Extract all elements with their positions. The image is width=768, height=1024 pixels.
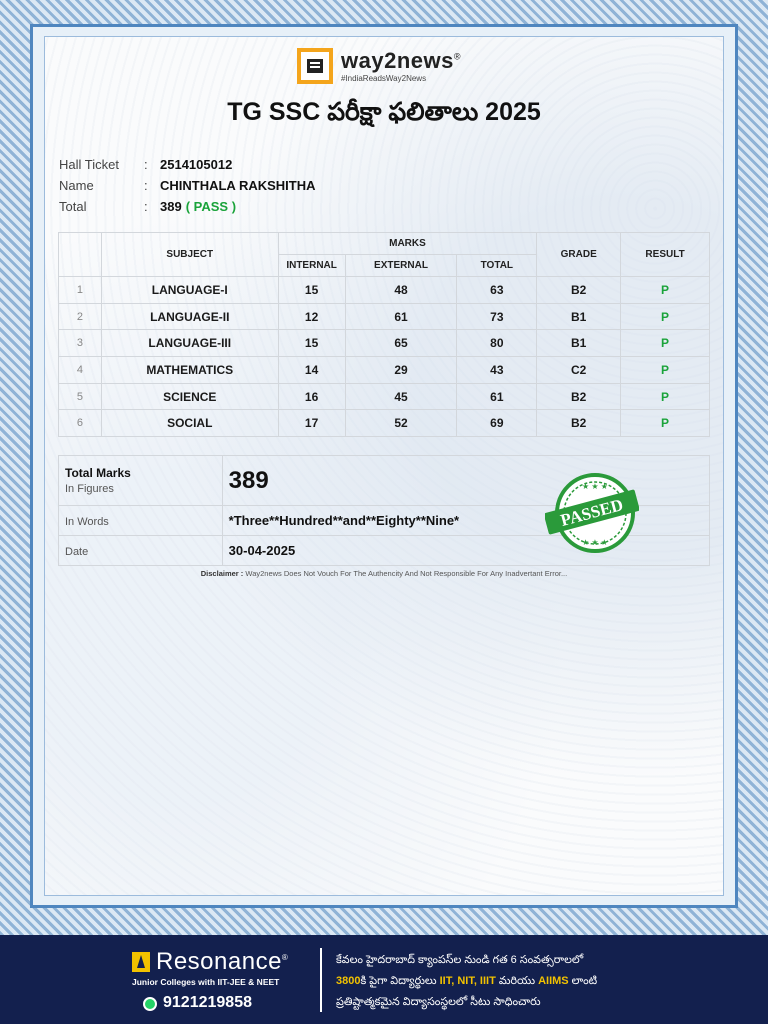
date-label: Date: [65, 545, 89, 558]
disclaimer: [0, 569, 768, 578]
name-row: Name : CHINTHALA RAKSHITHA: [59, 178, 316, 193]
table-row: 6 SOCIAL 17 52 69 B2 P: [59, 410, 710, 437]
name-label: Name: [59, 178, 94, 193]
total-value: 389: [160, 199, 182, 214]
total-in-figures: 389: [228, 466, 269, 494]
result-date: 30-04-2025: [228, 542, 296, 558]
footer-divider: [320, 948, 322, 1012]
total-marks-label: Total Marks: [65, 466, 131, 480]
total-in-words: *Three**Hundred**and**Eighty**Nine*: [228, 512, 460, 528]
subject-header: SUBJECT: [101, 233, 278, 277]
resonance-subtitle: Junior Colleges with IIT-JEE & NEET: [132, 977, 280, 987]
total-label: Total: [59, 199, 87, 214]
subject-cell: SCIENCE: [101, 383, 278, 410]
way2news-logo-icon: [297, 48, 333, 84]
svg-text:★ ★ ★: ★ ★ ★: [582, 482, 608, 491]
page-title: TG SSC పరీక్షా ఫలితాలు 2025: [227, 98, 541, 126]
hall-ticket-label: Hall Ticket: [59, 157, 119, 172]
total-row: Total : 389 ( PASS ): [59, 199, 237, 214]
brand-tagline: #IndiaReadsWay2News: [341, 73, 427, 83]
external-header: EXTERNAL: [345, 255, 457, 277]
resonance-logo: Resonance®: [132, 948, 288, 976]
subject-cell: LANGUAGE-II: [101, 303, 278, 330]
hall-ticket-row: Hall Ticket : 2514105012: [59, 157, 233, 172]
in-words-label: In Words: [65, 515, 109, 528]
svg-text:★ ★ ★: ★ ★ ★: [582, 538, 608, 547]
result-header: RESULT: [621, 233, 710, 277]
pass-status: ( PASS ): [185, 199, 237, 214]
stamp-text: PASSED: [558, 495, 626, 530]
marks-header: MARKS: [278, 233, 537, 255]
table-row: 2 LANGUAGE-II 12 61 73 B1 P: [59, 303, 710, 330]
internal-header: INTERNAL: [278, 255, 345, 277]
student-name: CHINTHALA RAKSHITHA: [160, 178, 316, 193]
sno-header: [59, 233, 102, 277]
subject-cell: SOCIAL: [101, 410, 278, 437]
resonance-brand: Resonance: [156, 948, 282, 975]
grade-header: GRADE: [537, 233, 621, 277]
disclaimer-text: Way2news Does Not Vouch For The Authencity And Not Responsible For Any Inadvertant Error...: [245, 569, 568, 578]
marks-table: [58, 232, 710, 437]
passed-stamp-icon: [545, 471, 639, 555]
brand-name: way2news®: [341, 47, 461, 73]
hall-ticket-value: 2514105012: [160, 157, 233, 172]
total-header: TOTAL: [457, 255, 537, 277]
subject-cell: LANGUAGE-III: [101, 330, 278, 357]
subject-cell: MATHEMATICS: [101, 357, 278, 384]
table-row: 1 LANGUAGE-I 15 48 63 B2 P: [59, 277, 710, 304]
way2news-brand: [297, 48, 461, 84]
resonance-phone[interactable]: 9121219858: [163, 994, 252, 1012]
whatsapp-icon: [143, 997, 157, 1011]
subject-cell: LANGUAGE-I: [101, 277, 278, 304]
resonance-logo-icon: [132, 952, 150, 972]
table-row: 3 LANGUAGE-III 15 65 80 B1 P: [59, 330, 710, 357]
in-figures-label: In Figures: [65, 483, 114, 495]
table-row: 4 MATHEMATICS 14 29 43 C2 P: [59, 357, 710, 384]
table-row: 5 SCIENCE 16 45 61 B2 P: [59, 383, 710, 410]
footer-promo-text: కేవలం హైదరాబాద్ క్యాంపస్‌ల నుండి గత 6 సంవత్సరాలలో 3800కి పైగా విద్యార్థులు IIT, NIT, IIIT మరియు AIIMS లాంటి ప్రతిష్టాత్మకమైన విద్యాసంస్థలలో సీటు సాధించారు: [336, 954, 598, 1008]
disclaimer-label: Disclaimer :: [200, 569, 244, 578]
student-info: [59, 154, 316, 217]
